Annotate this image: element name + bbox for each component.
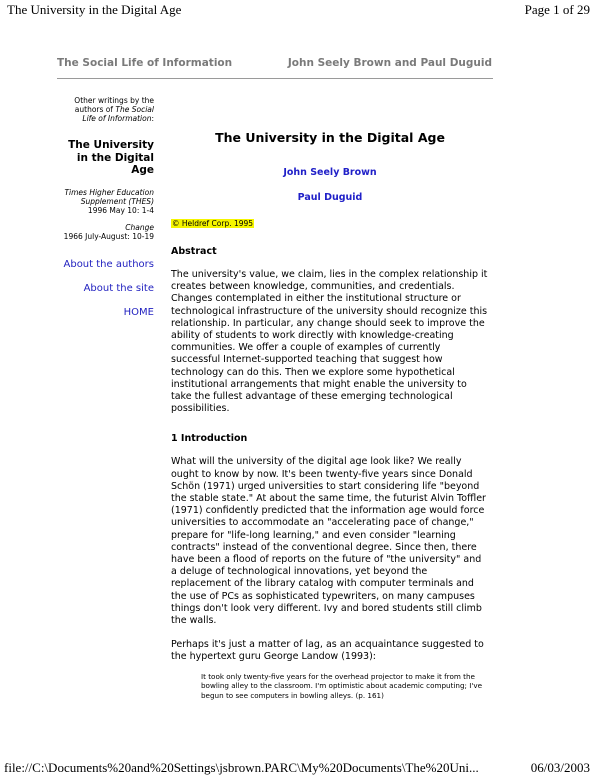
change-date: 1966 July-August: 10-19	[63, 231, 154, 241]
other-writings-book: The Social Life of Information	[82, 105, 154, 123]
sidebar	[62, 96, 154, 319]
thes-citation	[62, 188, 154, 215]
other-writings-note	[62, 96, 154, 123]
change-source: Change	[125, 222, 154, 232]
copyright-notice: © Heldref Corp. 1995	[172, 219, 254, 228]
print-page-number: Page 1 of 29	[524, 2, 590, 17]
other-writings-prefix: Other writings by the authors of	[74, 96, 154, 114]
thes-date: 1996 May 10: 1-4	[87, 205, 154, 215]
introduction-paragraph-1: What will the university of the digital age look like? We really ought to know by now. It's been twenty-five years since Donald Schön (1971) urged universities to start considering life "beyond the stable state." At about the same time, the futurist Alvin Toffler (1971) confidently predicted that the information age would force universities to accommodate an "accelerating pace of change," prepare for "life-long learning," and even consider "learning contracts" instead of the conventional degree. Since then, there have been a flood of reports on the future of "the university" and a deluge of technological innovations, yet beyond the replacement of the library catalog with computer terminals and the use of PCs as sophisticated typewriters, on many campuses things don't look very different. Ivy and bored students still climb the walls.	[171, 456, 486, 627]
print-footer-date: 06/03/2003	[530, 760, 590, 775]
abstract-text: The university's value, we claim, lies in the complex relationship it creates between knowledge, communities, and credentials. Changes contemplated in either the institutional structure or technological infrastructure of the university should recognize this relationship. In particular, any change should seek to improve the ability of students to work directly with knowledge-creating communities. We offer a couple of examples of currently successful Internet-supported teaching that suggest how technology can do this. Then we explore some hypothetical institutional arrangements that might enable the university to take the fullest advantage of these emerging technological possibilities.	[171, 269, 488, 415]
article-title: The University in the Digital Age	[215, 130, 445, 145]
about-site-link[interactable]: About the site	[83, 282, 154, 294]
author-link-brown[interactable]: John Seely Brown	[283, 167, 377, 178]
print-footer-url: file://C:\Documents%20and%20Settings\jsbrown.PARC\My%20Documents\The%20Uni...	[4, 760, 479, 775]
book-authors: John Seely Brown and Paul Duguid	[287, 57, 492, 69]
book-title: The Social Life of Information	[57, 57, 233, 69]
sidebar-article-title: The University in the Digital Age	[68, 139, 154, 176]
article-body	[171, 130, 489, 700]
header-divider	[57, 78, 493, 79]
change-citation	[62, 223, 154, 241]
other-writings-suffix: :	[151, 114, 154, 123]
abstract-heading: Abstract	[171, 246, 217, 257]
block-quote: It took only twenty-five years for the overhead projector to make it from the bowling alley to the classroom. I'm optimistic about academic computing; I've begun to see computers in bowling alleys. (p. 161)	[201, 671, 483, 700]
thes-source: Times Higher Education Supplement (THES)	[64, 187, 154, 206]
print-header-title: The University in the Digital Age	[7, 2, 182, 17]
introduction-paragraph-2: Perhaps it's just a matter of lag, as an acquaintance suggested to the hypertext guru George Landow (1993):	[171, 639, 484, 663]
home-link[interactable]: HOME	[123, 306, 154, 318]
about-authors-link[interactable]: About the authors	[63, 258, 154, 270]
author-link-duguid[interactable]: Paul Duguid	[297, 192, 363, 203]
introduction-heading: 1 Introduction	[171, 433, 248, 445]
